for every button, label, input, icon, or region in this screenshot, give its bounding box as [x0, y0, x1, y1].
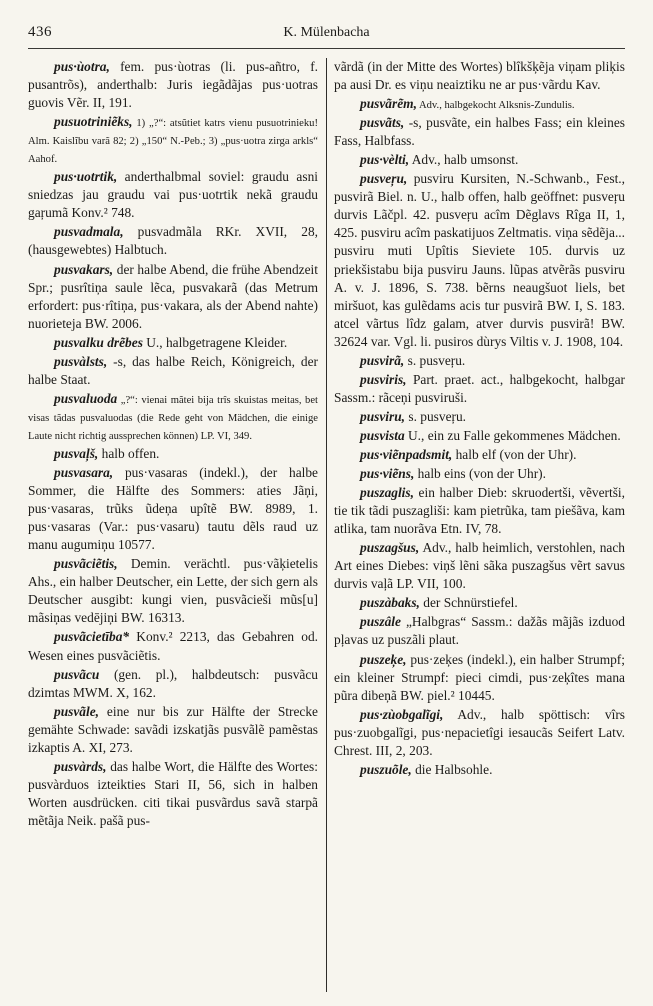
dictionary-entry: [334, 408, 625, 426]
entry-headword: pusvaluoda: [54, 390, 118, 406]
dictionary-entry: [334, 651, 625, 705]
entry-headword: pusvasara,: [54, 465, 114, 481]
entry-headword: pusvadmala,: [54, 224, 124, 240]
entry-body: Konv.² 2213, das Gebahren od. Wesen eines pusvãciẽtis.: [28, 629, 318, 663]
entry-body: der halbe Abend, die frühe Abendzeit Spr.; pusrîtiņa saule lẽca, pusvakarã (das Metrum erfordert: pus·rîtiņa, pus·vakara, als der Abend nahte) nuorieteja BW. 2006.: [28, 261, 318, 331]
running-head-author: K. Mülenbacha: [283, 25, 370, 40]
dictionary-entry: [334, 613, 625, 649]
entry-body: Adv., halbgekocht Alksnis-Zundulis.: [416, 100, 575, 112]
dictionary-entry: [334, 170, 625, 350]
dictionary-entry: [334, 114, 625, 150]
entry-headword: pusveŗu,: [360, 171, 408, 187]
dictionary-entry: [334, 95, 625, 113]
dictionary-entry: [28, 390, 318, 444]
page-number: 436: [28, 24, 52, 40]
entry-headword: puszagšus,: [360, 540, 420, 556]
entry-body: s. pusveŗu.: [404, 352, 466, 368]
entry-headword: puszeķe,: [360, 651, 407, 667]
dictionary-entry: [28, 353, 318, 389]
dictionary-entry: [28, 113, 318, 167]
dictionary-entry: [334, 352, 625, 370]
dictionary-entry: [334, 484, 625, 538]
entry-headword: pusviris,: [360, 371, 407, 387]
dictionary-entry: [334, 371, 625, 407]
entry-body: Adv., halb spöttisch: vîrs pus·zuobgalĩgi, pus·nepacietîgi iesaucãs Seifert Latv. Chrest. III, 2, 203.: [334, 706, 625, 758]
entry-headword: puszàbaks,: [360, 595, 420, 611]
entry-headword: pusvirã,: [360, 352, 405, 368]
entry-headword: pus·viẽns,: [360, 466, 415, 482]
entry-headword: puszâle: [360, 614, 401, 630]
entry-body: „Halbgras“ Sassm.: dažãs mãjãs izduod pļavas uz puszãli plaut.: [334, 614, 625, 648]
entry-body: vãrdã (in der Mitte des Wortes) blîkšķẽja viņam pliķis pa ausi Dr. es viņu neaiztiku ne ar pus·vãrdu Kav.: [334, 59, 625, 93]
entry-headword: pus·uotrtik,: [54, 169, 118, 185]
page-header: [28, 22, 625, 49]
entry-body: der Schnürstiefel.: [419, 595, 518, 611]
entry-body: Part. praet. act., halbgekocht, halbgar Sassm.: rãceņi pusviruši.: [334, 371, 625, 405]
dictionary-entry: [28, 464, 318, 554]
entry-headword: pusuotriniẽks,: [54, 114, 133, 130]
entry-headword: pusvista: [360, 427, 405, 443]
dictionary-entry: [334, 446, 625, 464]
dictionary-entry: [334, 151, 625, 169]
right-column: [334, 58, 625, 992]
entry-body: pus·zeķes (indekl.), ein halber Strumpf; ein kleiner Strumpf: pieci cimdi, pus·zeķîtes mana pũra dibeņã BW. piel.² 10445.: [334, 651, 625, 703]
entry-body: U., ein zu Falle gekommenes Mädchen.: [404, 427, 621, 443]
entry-headword: pusvàlsts,: [54, 353, 108, 369]
dictionary-entry: [28, 445, 318, 463]
entry-body: s. pusveŗu.: [405, 408, 467, 424]
dictionary-entry: [334, 427, 625, 445]
entry-headword: pusviru,: [360, 408, 406, 424]
entry-body: die Halbsohle.: [411, 761, 493, 777]
dictionary-entry: [28, 58, 318, 112]
entry-body: pus·vasaras (indekl.), der halbe Sommer, die Hälfte des Sommers: aties Jãņi, pus·vasaras, trũks ũdeņa upîtẽ BW. 8989, 1. pus·vasaras (Var.: pus·vasaru) tautu dẽls raud uz manu augumiņu 10577.: [28, 465, 318, 553]
entry-headword: pusvaļš,: [54, 445, 99, 461]
dictionary-entry: [334, 594, 625, 612]
column-divider: [326, 58, 327, 992]
dictionary-entry: [28, 758, 318, 830]
entry-body: -s, das halbe Reich, Königreich, der halbe Staat.: [28, 353, 318, 387]
entry-headword: pusvãcu: [54, 666, 100, 682]
entry-headword: pus·viẽnpadsmit,: [360, 446, 453, 462]
dictionary-entry: [334, 465, 625, 483]
entry-body: anderthalbmal soviel: graudu asni sniedzas jau graudu vai pus·uotrtik nekã graudu gaŗumã Konv.² 748.: [28, 169, 318, 221]
dictionary-entry: [28, 261, 318, 333]
entry-headword: pus·zùobgalĩgi,: [360, 706, 444, 722]
dictionary-entry: [334, 706, 625, 760]
entry-headword: pusvãts,: [360, 115, 405, 131]
entry-headword: pusvalku drẽbes: [54, 334, 143, 350]
dictionary-entry: [28, 334, 318, 352]
entry-body: Adv., halb umsonst.: [409, 152, 519, 168]
dictionary-entry: [28, 223, 318, 259]
entry-headword: pus·ùotra,: [54, 59, 110, 74]
dictionary-entry: [28, 555, 318, 627]
entry-headword: pusvãrẽm,: [360, 96, 417, 112]
entry-body: (gen. pl.), halbdeutsch: pusvãcu dzimtas MWM. X, 162.: [28, 666, 318, 700]
entry-body: pusvadmãla RKr. XVII, 28, (hausgewebtes) Halbtuch.: [28, 224, 318, 258]
dictionary-entry: [334, 539, 625, 593]
entry-headword: puszuõle,: [360, 761, 412, 777]
entry-body: halb eins (von der Uhr).: [414, 466, 546, 482]
dictionary-entry: [28, 628, 318, 664]
dictionary-entry: [28, 168, 318, 222]
entry-body: Adv., halb heimlich, verstohlen, nach Art eines Diebes: viņš lẽni sãka puszagšus vẽrt savus durvis vaļã LP. VII, 100.: [334, 540, 625, 592]
entry-headword: pusvãciẽtis,: [54, 556, 118, 572]
entry-body: „?“: vienai mãtei bija trîs skuistas meitas, bet visas tãdas pusvaluodas (die Rede geht von Mädchen, die einige Laute nicht richtig aussprechen können) LP. VI, 349.: [28, 394, 318, 442]
entry-headword: pusvãle,: [54, 703, 100, 719]
entry-headword: pusvàrds,: [54, 758, 107, 774]
entry-headword: pusvakars,: [54, 261, 114, 277]
entry-body: das halbe Wort, die Hälfte des Wortes: pusvàrduos izteikties Stari II, 56, sich in halben Worten ausdrücken. citi tikai pusvãrdus savã starpã mẽtãja Neik. pašã pus-: [28, 758, 318, 828]
entry-body: pusviru Kursiten, N.-Schwanb., Fest., pusvirã Biel. n. U., halb offen, halb geöffnet: pusveŗu durvis Lãčpl. 42. pusveŗu acîm Dẽglavs Rîga II, 1, 425. pusviru acîm paskatijuos Zeltmatis. viņa sẽdẽja... pusviru muti Upîtis Sieviete 105. durvis uz priekšistabu bija pusviru Jauns. lũpas atvẽrãs pusviru A. v. J. 1896, S. 738. bẽrns neaugšuot liels, bet miršuot, kas gulẽdams acis tur pusvirã BW. I, S. 183. atcel vãrtus lîdz galam, atver durvis pusvirã! BW. 32624 var. Vgl. li. pusiros dùrys Viltis v. J. 1908, 104.: [334, 171, 625, 349]
entry-body: eine nur bis zur Hälfte der Strecke gemähte Schwade: savãdi izskatjãs pusvãlẽ pamẽstas izkaptis A. XI, 273.: [28, 703, 318, 755]
entry-body: U., halbgetragene Kleider.: [142, 334, 288, 350]
entry-body: Demin. verächtl. pus·vãķietelis Ahs., ein halber Deutscher, ein Lette, der sich gern als Deutscher ausgibt: kungi vien, pusvãcieši mũs[u] mãsiņas vedējiņi BW. 16313.: [28, 556, 318, 626]
left-column: [28, 58, 318, 992]
entry-body: halb elf (von der Uhr).: [452, 446, 577, 462]
entry-headword: pusvãcietība*: [54, 629, 130, 645]
entry-body: ein halber Dieb: skruodertši, vẽvertši, tie tik tãdi puszagliši: kam pietrũka, tam piešãva, kam atlika, tam nuorãva Etn. IV, 78.: [334, 485, 625, 537]
dictionary-entry: [28, 703, 318, 757]
dictionary-entry: [334, 58, 625, 94]
dictionary-entry: [334, 761, 625, 779]
entry-body: fem. pus·ùotras (li. pus-añtro, f. pusantrõs), anderthalb: Juris iegãdãjas pus·uotras guovis Vẽr. II, 191.: [28, 59, 318, 111]
entry-body: 1) „?“: atsũtiet katrs vienu pusuotrinieku! Alm. Kaislĩbu varã 82; 2) „150“ N.-Peb.; 3) „pus·uotra zirga arkls“ Aahof.: [28, 118, 318, 166]
entry-body: -s, pusvãte, ein halbes Fass; ein kleines Fass, Halbfass.: [334, 115, 625, 149]
entry-headword: puszaglis,: [360, 485, 414, 501]
entry-body: halb offen.: [98, 445, 160, 461]
entry-headword: pus·vèlti,: [360, 152, 410, 168]
dictionary-entry: [28, 666, 318, 702]
